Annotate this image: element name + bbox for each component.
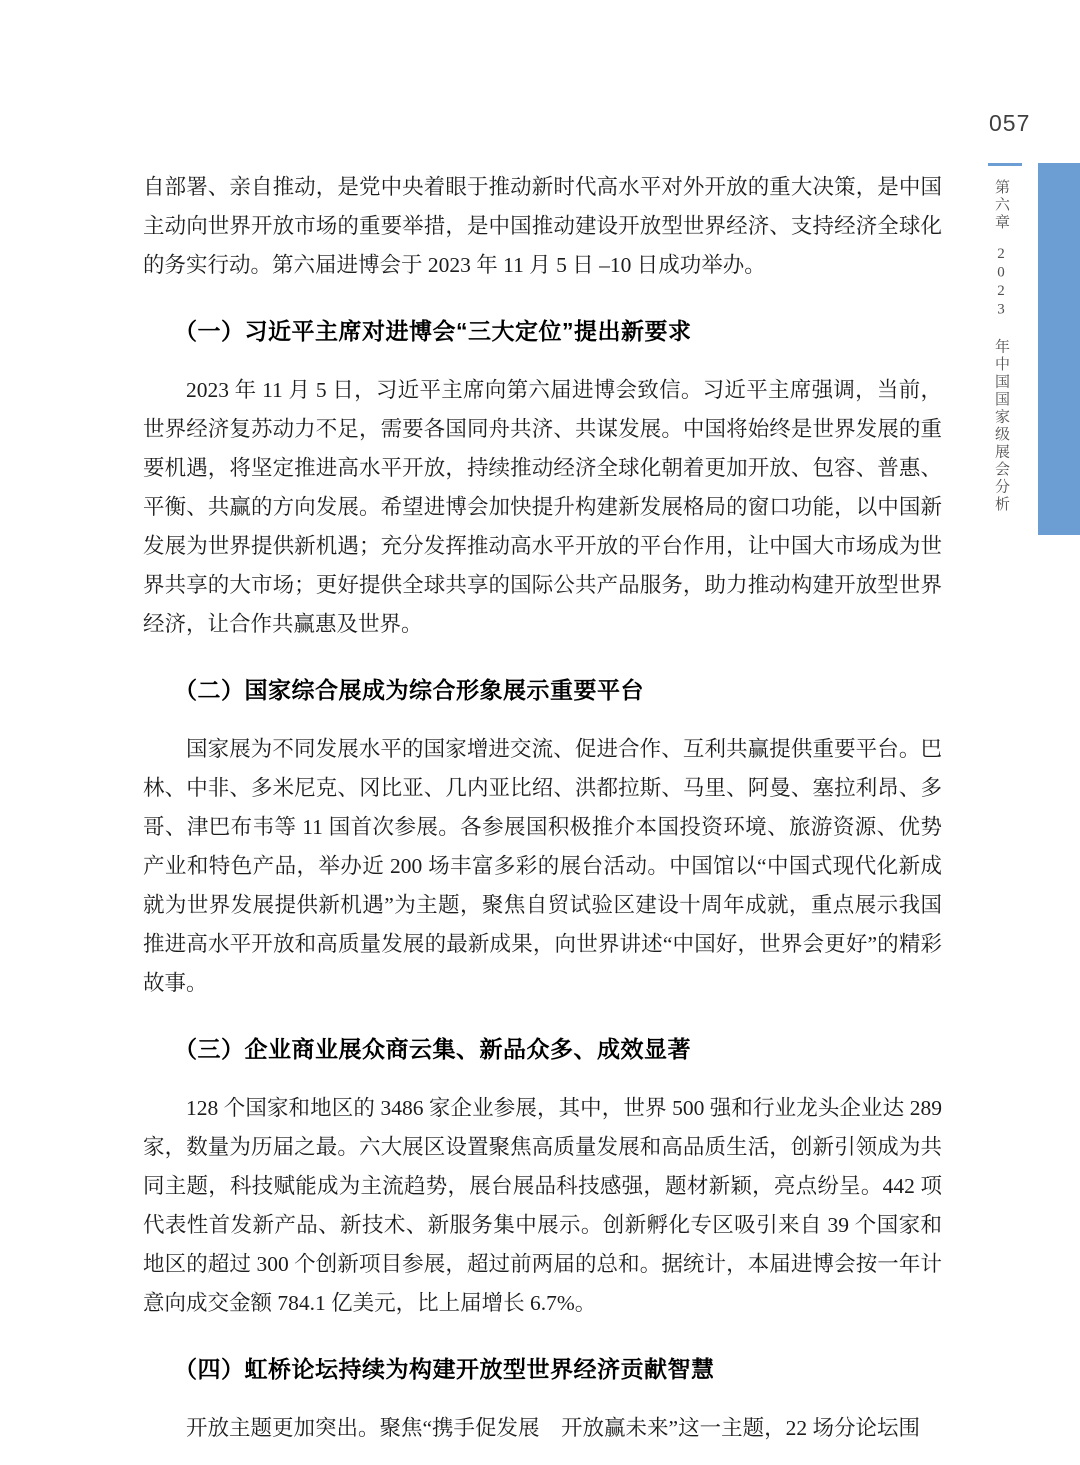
section-3-body: 128 个国家和地区的 3486 家企业参展，其中，世界 500 强和行业龙头企业达 289 家，数量为历届之最。六大展区设置聚焦高质量发展和高品质生活，创新引领成为共同主题，科技赋能成为主流趋势，展台展品科技感强，题材新颖，亮点纷呈。442 项代表性首发新产品、新技术、新服务集中展示。创新孵化专区吸引来自 39 个国家和地区的超过 300 个创新项目参展，超过前两届的总和。据统计，本届进博会按一年计意向成交金额 784.1 亿美元，比上届增长 6.7%。 xyxy=(143,1096,942,1315)
section-1-body: 2023 年 11 月 5 日，习近平主席向第六届进博会致信。习近平主席强调，当前，世界经济复苏动力不足，需要各国同舟共济、共谋发展。中国将始终是世界发展的重要机遇，将坚定推进高水平开放，持续推动经济全球化朝着更加开放、包容、普惠、平衡、共赢的方向发展。希望进博会加快提升构建新发展格局的窗口功能，以中国新发展为世界提供新机遇；充分发挥推动高水平开放的平台作用，让中国大市场成为世界共享的大市场；更好提供全球共享的国际公共产品服务，助力推动构建开放型世界经济，让合作共赢惠及世界。 xyxy=(143,378,942,636)
chapter-sidebar-caption xyxy=(991,179,1012,513)
accent-bar xyxy=(1038,163,1080,535)
chapter-title: 2023 年中国国家级展会分析 xyxy=(993,245,1009,513)
section-1-heading: （一）习近平主席对进博会“三大定位”提出新要求 xyxy=(174,318,692,344)
section-4-heading: （四）虹桥论坛持续为构建开放型世界经济贡献智慧 xyxy=(174,1356,715,1382)
section-2-heading: （二）国家综合展成为综合形象展示重要平台 xyxy=(174,677,644,703)
document-body xyxy=(143,168,942,1448)
section-2-body: 国家展为不同发展水平的国家增进交流、促进合作、互利共赢提供重要平台。巴林、中非、多米尼克、冈比亚、几内亚比绍、洪都拉斯、马里、阿曼、塞拉利昂、多哥、津巴布韦等 11 国首次参展。各参展国积极推介本国投资环境、旅游资源、优势产业和特色产品，举办近 200 场丰富多彩的展台活动。中国馆以“中国式现代化新成就为世界发展提供新机遇”为主题，聚焦自贸试验区建设十周年成就，重点展示我国推进高水平开放和高质量发展的最新成果，向世界讲述“中国好，世界会更好”的精彩故事。 xyxy=(143,737,942,995)
section-4-body: 开放主题更加突出。聚焦“携手促发展 开放赢未来”这一主题，22 场分论坛围 xyxy=(186,1416,920,1440)
accent-rule xyxy=(988,163,1022,166)
page-number: 057 xyxy=(989,110,1031,136)
chapter-label: 第六章 xyxy=(993,179,1009,232)
intro-paragraph: 自部署、亲自推动，是党中央着眼于推动新时代高水平对外开放的重大决策，是中国主动向世界开放市场的重要举措，是中国推动建设开放型世界经济、支持经济全球化的务实行动。第六届进博会于 2023 年 11 月 5 日 –10 日成功举办。 xyxy=(143,175,942,277)
section-3-heading: （三）企业商业展众商云集、新品众多、成效显著 xyxy=(174,1036,691,1062)
